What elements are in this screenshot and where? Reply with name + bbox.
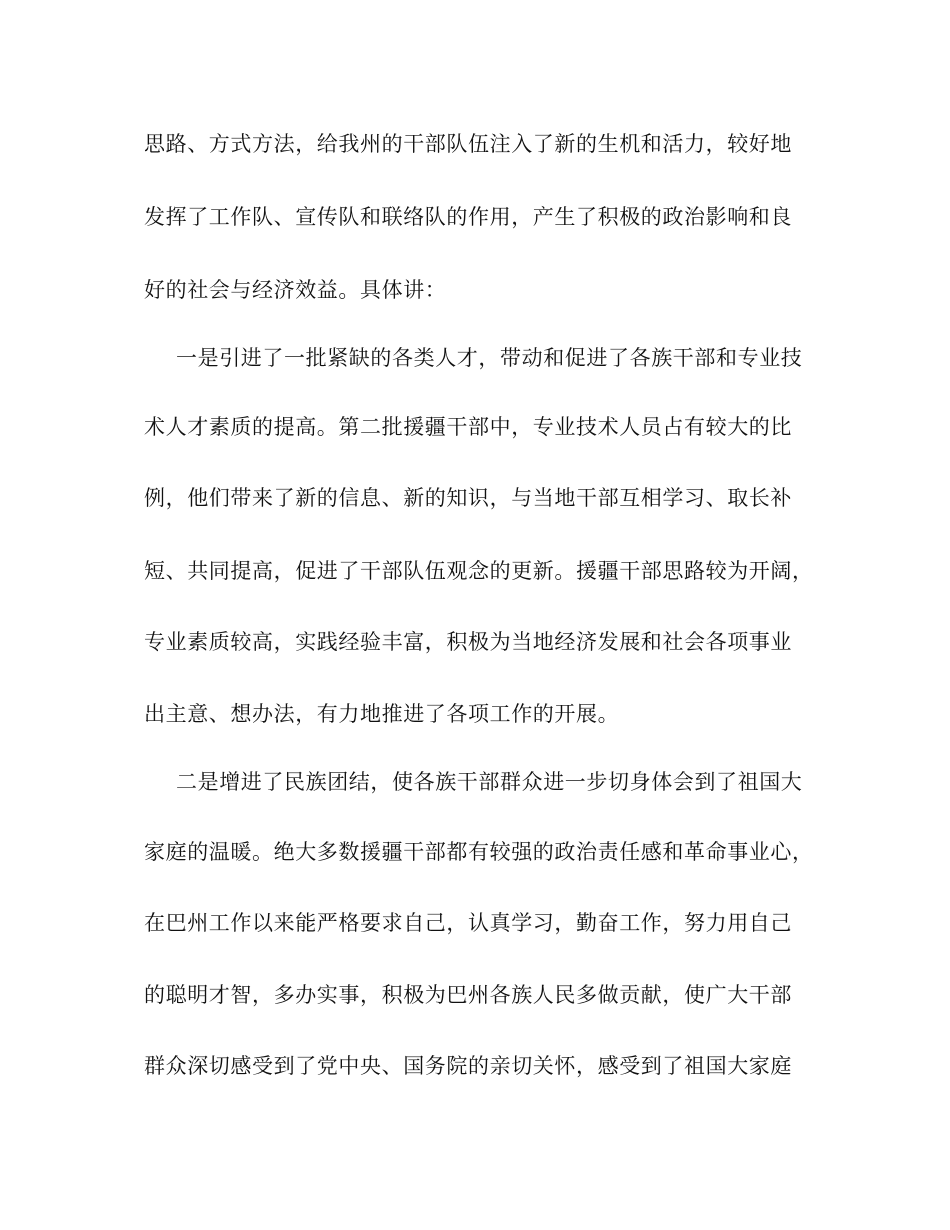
- text-line: 发挥了工作队、宣传队和联络队的作用，产生了积极的政治影响和良: [144, 205, 792, 229]
- text-line: 家庭的温暖。绝大多数援疆干部都有较强的政治责任感和革命事业心，: [144, 840, 814, 864]
- text-line: 思路、方式方法，给我州的干部队伍注入了新的生机和活力，较好地: [144, 132, 792, 156]
- paragraph-first-line: 二是增进了民族团结，使各族干部群众进一步切身体会到了祖国大: [176, 770, 803, 794]
- text-line: 短、共同提高，促进了干部队伍观念的更新。援疆干部思路较为开阔，: [144, 559, 814, 583]
- text-line: 专业素质较高，实践经验丰富，积极为当地经济发展和社会各项事业: [144, 630, 792, 654]
- text-line: 好的社会与经济效益。具体讲：: [144, 278, 447, 302]
- text-line: 例，他们带来了新的信息、新的知识，与当地干部互相学习、取长补: [144, 486, 792, 510]
- text-line: 在巴州工作以来能严格要求自己，认真学习，勤奋工作，努力用自己: [144, 911, 792, 935]
- text-line: 群众深切感受到了党中央、国务院的亲切关怀，感受到了祖国大家庭: [144, 1054, 792, 1078]
- text-line: 术人才素质的提高。第二批援疆干部中，专业技术人员占有较大的比: [144, 415, 792, 439]
- text-line: 的聪明才智，多办实事，积极为巴州各族人民多做贡献，使广大干部: [144, 983, 792, 1007]
- paragraph-first-line: 一是引进了一批紧缺的各类人才，带动和促进了各族干部和专业技: [176, 346, 803, 370]
- text-line: 出主意、想办法，有力地推进了各项工作的开展。: [144, 702, 620, 726]
